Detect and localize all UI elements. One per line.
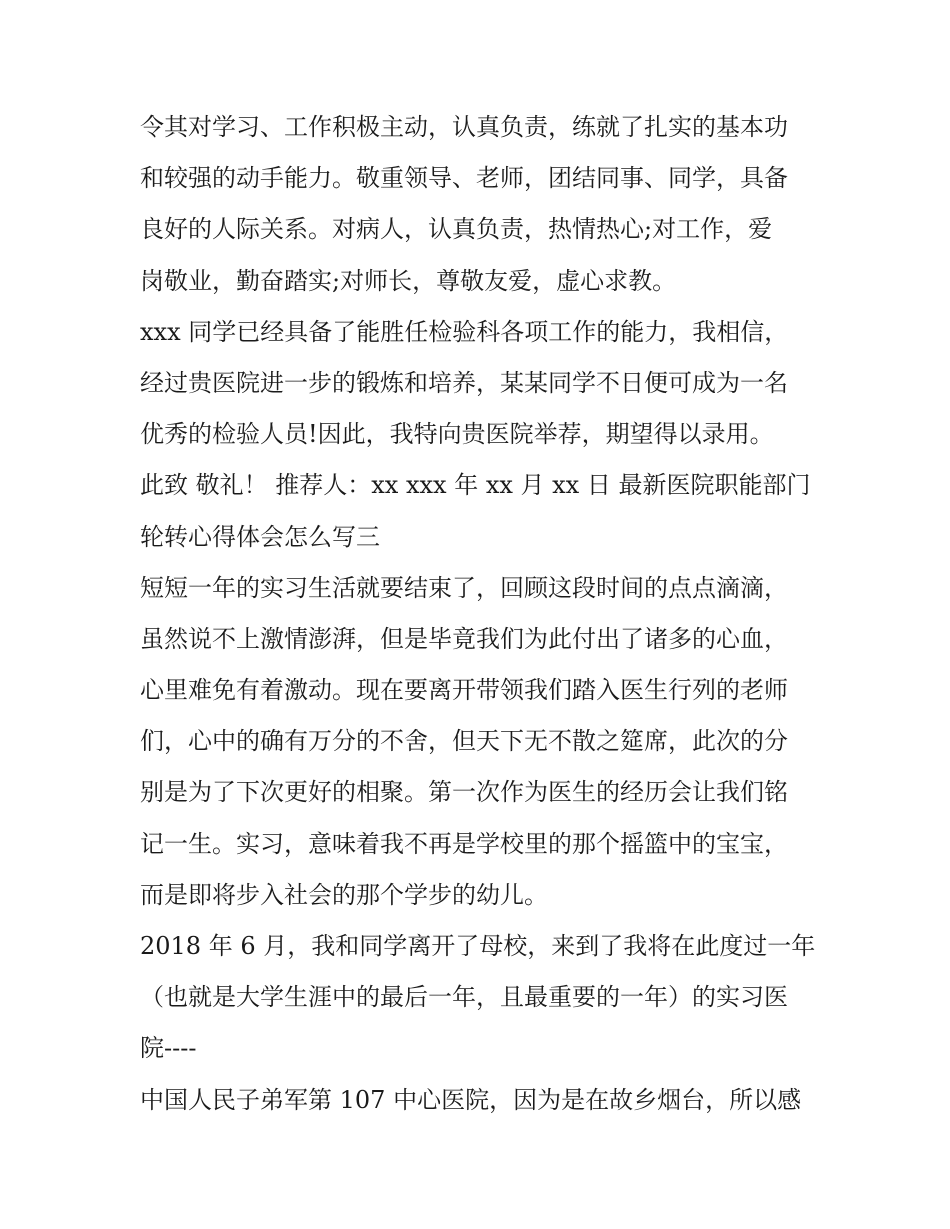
- text-line: 此致 敬礼！ 推荐人：xx xxx 年 xx 月 xx 日 最新医院职能部门: [140, 471, 811, 500]
- text-line: 短短一年的实习生活就要结束了，回顾这段时间的点点滴滴，: [140, 573, 788, 602]
- document-body: [140, 102, 820, 1126]
- text-line: xxx 同学已经具备了能胜任检验科各项工作的能力，我相信，: [140, 317, 789, 346]
- text-line: 记一生。实习，意味着我不再是学校里的那个摇篮中的宝宝，: [140, 829, 788, 858]
- text-line: 令其对学习、工作积极主动，认真负责，练就了扎实的基本功: [140, 113, 788, 141]
- text-line: 优秀的检验人员!因此，我特向贵医院举荐，期望得以录用。: [140, 420, 774, 449]
- text-line: 经过贵医院进一步的锻炼和培养，某某同学不日便可成为一名: [140, 368, 788, 397]
- text-line: 心里难免有着激动。现在要离开带领我们踏入医生行列的老师: [140, 676, 788, 705]
- text-line: 们，心中的确有万分的不舍，但天下无不散之筵席，此次的分: [140, 727, 788, 756]
- text-line: 良好的人际关系。对病人，认真负责，热情热心;对工作，爱: [140, 215, 773, 244]
- text-line: （也就是大学生涯中的最后一年，且最重要的一年）的实习医: [140, 983, 788, 1012]
- text-line: 而是即将步入社会的那个学步的幼儿。: [140, 880, 548, 909]
- text-line: 院----: [140, 1034, 197, 1063]
- text-line: 中国人民子弟军第 107 中心医院，因为是在故乡烟台，所以感: [140, 1085, 802, 1114]
- text-line: 虽然说不上激情澎湃，但是毕竟我们为此付出了诸多的心血，: [140, 624, 788, 653]
- text-line: 轮转心得体会怎么写三: [140, 522, 380, 551]
- text-line: 和较强的动手能力。敬重领导、老师，团结同事、同学，具备: [140, 164, 788, 193]
- text-line: 岗敬业，勤奋踏实;对师长，尊敬友爱，虚心求教。: [140, 266, 677, 295]
- text-line: 2018 年 6 月，我和同学离开了母校，来到了我将在此度过一年: [140, 932, 816, 960]
- text-line: 别是为了下次更好的相聚。第一次作为医生的经历会让我们铭: [140, 778, 788, 807]
